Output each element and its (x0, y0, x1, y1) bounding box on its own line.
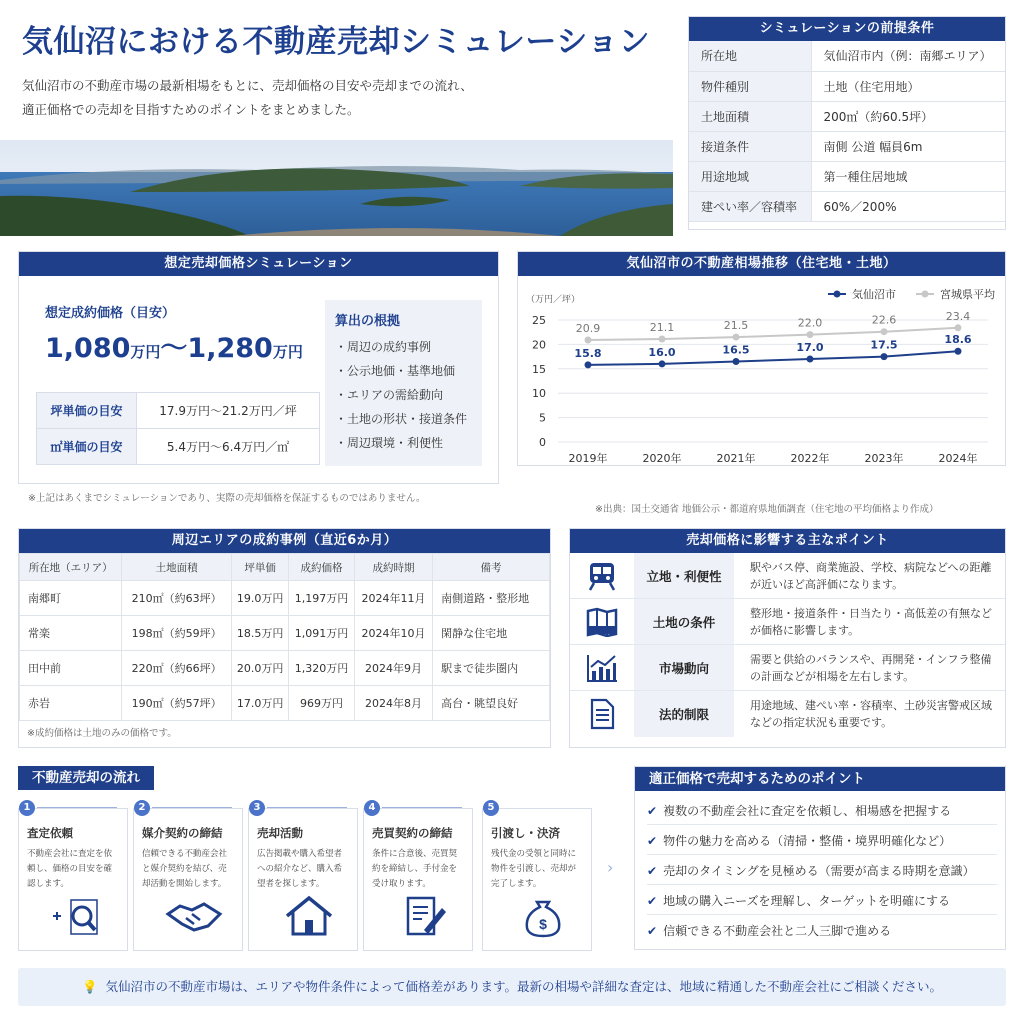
data-point (807, 356, 814, 363)
unit-value: 17.9万円〜21.2万円／坪 (137, 393, 320, 429)
handshake-icon (164, 894, 224, 942)
check-icon: ✔ (647, 894, 658, 908)
chart-title: 気仙沼市の不動産相場推移（住宅地・土地） (518, 252, 1005, 276)
chevron-right-icon: › (607, 858, 614, 877)
map-icon (570, 599, 634, 644)
tip-item (647, 917, 997, 945)
chart-icon (570, 645, 634, 690)
basis-item: ・土地の形状・接道条件 (335, 412, 468, 426)
chart-source: ※出典：国土交通省 地価公示・都道府県地価調査（住宅地の平均価格より作成） (595, 504, 939, 515)
y-tick-label: 20 (532, 338, 546, 352)
cases-header: 周辺エリアの成約事例（直近6か月） (19, 529, 550, 553)
condition-value: 200㎡（約60.5坪） (811, 101, 1005, 131)
price-unit-1: 万円 (130, 343, 161, 361)
condition-value: 第一種住居地域 (811, 161, 1005, 191)
house-icon (279, 894, 339, 942)
tip-item (647, 827, 997, 855)
factor-name: 土地の条件 (634, 599, 734, 644)
condition-key: 所在地 (689, 41, 811, 71)
data-point (955, 324, 962, 331)
data-label: 21.5 (723, 319, 749, 333)
estimated-price-label: 想定成約価格（目安） (45, 306, 176, 321)
table-row (689, 161, 1005, 191)
step-title: 査定依頼 (27, 826, 73, 840)
condition-key: 建ぺい率／容積率 (689, 191, 811, 221)
condition-key: 物件種別 (689, 71, 811, 101)
flow-step (482, 802, 592, 951)
table-cell: 220㎡（約66坪） (122, 651, 232, 686)
check-icon: ✔ (647, 834, 658, 848)
table-cell: 高台・眺望良好 (433, 686, 550, 721)
conditions-header: シミュレーションの前提条件 (689, 17, 1005, 41)
price-simulation-panel (18, 251, 499, 484)
x-tick-label: 2019年 (568, 452, 608, 465)
series-line (588, 328, 958, 340)
step-title: 媒介契約の締結 (142, 826, 223, 840)
legend-label: 宮城県平均 (940, 288, 995, 301)
y-tick-label: 0 (539, 436, 546, 449)
data-label: 18.6 (944, 333, 972, 347)
table-cell: 969万円 (289, 686, 355, 721)
unit-price-table (36, 392, 320, 465)
intro-line-2: 適正価格での売却を目指すためのポイントをまとめました。 (22, 102, 360, 117)
legend-label: 気仙沼市 (852, 288, 896, 301)
condition-key: 接道条件 (689, 131, 811, 161)
data-point (659, 336, 666, 343)
factor-description: 用途地域、建ぺい率・容積率、土砂災害警戒区域などの指定状況も重要です。 (750, 699, 992, 729)
x-tick-label: 2023年 (864, 452, 904, 465)
transaction-cases-panel (18, 528, 551, 748)
market-trend-chart (518, 276, 1005, 465)
step-connector (382, 807, 462, 808)
data-label: 15.8 (574, 346, 602, 360)
y-tick-label: 10 (532, 387, 546, 401)
factor-row (570, 553, 1005, 599)
data-point (955, 348, 962, 355)
y-tick-label: 25 (532, 314, 546, 327)
factors-header: 売却価格に影響する主なポイント (570, 529, 1005, 553)
factor-description: 整形地・接道条件・日当たり・高低差の有無などが価格に影響します。 (750, 607, 992, 637)
price-factors-panel (569, 528, 1006, 748)
factor-row (570, 691, 1005, 737)
check-icon: ✔ (647, 924, 658, 938)
step-number: 4 (364, 800, 380, 816)
table-cell: 南側道路・整形地 (433, 581, 550, 616)
magnifier-icon (49, 894, 109, 942)
column-header: 成約価格 (289, 554, 355, 581)
x-tick-label: 2021年 (716, 452, 756, 465)
factor-name: 法的制限 (634, 691, 734, 737)
table-row (37, 393, 320, 429)
step-connector (267, 807, 347, 808)
table-cell: 19.0万円 (231, 581, 288, 616)
y-tick-label: 5 (539, 411, 546, 425)
data-point (585, 337, 592, 344)
table-cell: 2024年8月 (354, 686, 432, 721)
data-label: 16.5 (722, 343, 750, 357)
tip-text: 物件の魅力を高める（清掃・整備・境界明確化など） (663, 834, 952, 848)
condition-value: 気仙沼市内（例：南郷エリア） (811, 41, 1005, 71)
condition-key: 用途地域 (689, 161, 811, 191)
tip-text: 地域の購入ニーズを理解し、ターゲットを明確にする (663, 894, 950, 908)
table-cell: 田中前 (20, 651, 122, 686)
data-label: 22.6 (871, 313, 897, 327)
condition-value: 土地（住宅用地） (811, 71, 1005, 101)
data-label: 17.0 (796, 341, 824, 355)
x-tick-label: 2024年 (938, 452, 978, 465)
step-description: 残代金の受領と同時に物件を引渡し、売却が完了します。 (491, 849, 577, 889)
data-label: 21.1 (649, 321, 675, 335)
flow-step (248, 802, 358, 951)
table-cell: 駅まで徒歩圏内 (433, 651, 550, 686)
document-icon (570, 691, 634, 737)
step-description: 条件に合意後、売買契約を締結し、手付金を受け取ります。 (372, 849, 458, 889)
lightbulb-icon: 💡 (81, 979, 98, 994)
sale-flow-header: 不動産売却の流れ (18, 766, 154, 790)
unit-key: 坪単価の目安 (37, 393, 137, 429)
table-row (689, 41, 1005, 71)
table-cell: 190㎡（約57坪） (122, 686, 232, 721)
step-title: 引渡し・決済 (491, 826, 560, 840)
column-header: 所在地（エリア） (20, 554, 122, 581)
page-title: 気仙沼における不動産売却シミュレーション (22, 24, 651, 60)
calculation-basis (325, 300, 482, 466)
table-cell: 2024年11月 (354, 581, 432, 616)
table-cell: 南郷町 (20, 581, 122, 616)
data-point (881, 328, 888, 335)
basis-item: ・周辺の成約事例 (335, 340, 432, 354)
conditions-panel (688, 16, 1006, 230)
basis-item: ・公示地価・基準地価 (335, 364, 456, 378)
table-cell: 2024年10月 (354, 616, 432, 651)
x-tick-label: 2022年 (790, 452, 830, 465)
contract-icon (394, 894, 454, 942)
flow-step (363, 802, 473, 951)
step-description: 信頼できる不動産会社と媒介契約を結び、売却活動を開始します。 (142, 849, 228, 889)
simulation-disclaimer: ※上記はあくまでシミュレーションであり、実際の売却価格を保証するものではありません。 (28, 493, 426, 504)
data-label: 20.9 (575, 322, 601, 336)
table-row (20, 581, 550, 616)
estimated-price (45, 326, 303, 365)
intro-line-1: 気仙沼市の不動産市場の最新相場をもとに、売却価格の目安や売却までの流れ、 (22, 78, 473, 93)
column-header: 土地面積 (122, 554, 232, 581)
price-separator: 〜 (160, 333, 188, 364)
basis-item: ・エリアの需給動向 (335, 388, 444, 402)
flow-step (18, 802, 128, 951)
factor-description: 需要と供給のバランスや、再開発・インフラ整備の計画などが相場を左右します。 (750, 653, 992, 683)
legend-marker (834, 291, 841, 298)
table-cell: 20.0万円 (231, 651, 288, 686)
price-unit-2: 万円 (272, 343, 303, 361)
table-cell: 198㎡（約59坪） (122, 616, 232, 651)
data-label: 16.0 (648, 345, 676, 359)
factor-row (570, 599, 1005, 645)
table-row (20, 651, 550, 686)
simulation-header: 想定売却価格シミュレーション (19, 252, 498, 276)
condition-value: 南側 公道 幅員6m (811, 131, 1005, 161)
data-label: 23.4 (945, 309, 971, 323)
market-trend-chart-panel (517, 251, 1006, 466)
table-row (689, 191, 1005, 221)
step-description: 広告掲載や購入希望者への紹介など、購入希望者を探します。 (257, 849, 343, 889)
data-point (733, 358, 740, 365)
table-cell: 1,091万円 (289, 616, 355, 651)
table-cell: 1,197万円 (289, 581, 355, 616)
cases-note: ※成約価格は土地のみの価格です。 (27, 728, 177, 739)
table-cell: 赤岩 (20, 686, 122, 721)
unit-key: ㎡単価の目安 (37, 429, 137, 465)
table-row (689, 101, 1005, 131)
series-line (588, 351, 958, 365)
bottom-message (18, 968, 1006, 1006)
price-high: 1,280 (187, 333, 273, 364)
flow-step (133, 802, 243, 951)
step-number: 3 (249, 800, 265, 816)
tip-text: 売却のタイミングを見極める（需要が高まる時期を意識） (663, 864, 975, 878)
table-row (20, 616, 550, 651)
table-cell: 常楽 (20, 616, 122, 651)
table-cell: 2024年9月 (354, 651, 432, 686)
step-connector (37, 807, 117, 808)
basis-item: ・周辺環境・利便性 (335, 436, 444, 450)
data-point (881, 353, 888, 360)
table-row (689, 71, 1005, 101)
tip-text: 複数の不動産会社に査定を依頼し、相場感を把握する (663, 804, 952, 818)
bottom-message-text: 気仙沼市の不動産市場は、エリアや物件条件によって価格差があります。最新の相場や詳細な査定は、地域に精通した不動産会社にご相談ください。 (105, 979, 943, 994)
table-cell: 17.0万円 (231, 686, 288, 721)
unit-value: 5.4万円〜6.4万円／㎡ (137, 429, 320, 465)
table-row (689, 131, 1005, 161)
step-connector (152, 807, 232, 808)
basis-title: 算出の根拠 (335, 314, 401, 329)
step-number: 2 (134, 800, 150, 816)
tip-item (647, 857, 997, 885)
data-label: 22.0 (797, 316, 823, 330)
factor-name: 市場動向 (634, 645, 734, 690)
intro-text (22, 74, 642, 122)
tip-item (647, 887, 997, 915)
bay-landscape-photo (0, 140, 673, 236)
column-header: 成約時期 (354, 554, 432, 581)
tip-item (647, 797, 997, 825)
x-tick-label: 2020年 (642, 452, 682, 465)
data-point (733, 334, 740, 341)
svg-text:$: $ (539, 916, 547, 932)
cases-table (19, 553, 550, 721)
column-header: 備考 (433, 554, 550, 581)
table-cell: 210㎡（約63坪） (122, 581, 232, 616)
step-title: 売却活動 (257, 826, 303, 840)
table-cell: 閑静な住宅地 (433, 616, 550, 651)
condition-key: 土地面積 (689, 101, 811, 131)
data-point (659, 360, 666, 367)
train-icon (570, 553, 634, 598)
table-header-row (20, 554, 550, 581)
table-cell: 1,320万円 (289, 651, 355, 686)
y-tick-label: 15 (532, 362, 546, 376)
data-point (807, 331, 814, 338)
conditions-table (689, 41, 1005, 222)
step-number: 5 (483, 800, 499, 816)
check-icon: ✔ (647, 804, 658, 818)
factor-description: 駅やバス停、商業施設、学校、病院などへの距離が近いほど高評価になります。 (750, 561, 992, 591)
data-point (585, 361, 592, 368)
table-row (20, 686, 550, 721)
step-number: 1 (19, 800, 35, 816)
check-icon: ✔ (647, 864, 658, 878)
step-description: 不動産会社に査定を依頼し、価格の目安を確認します。 (27, 849, 113, 889)
condition-value: 60%／200% (811, 191, 1005, 221)
y-axis-label: （万円／坪） (526, 295, 581, 305)
step-title: 売買契約の締結 (372, 826, 453, 840)
price-low: 1,080 (45, 333, 131, 364)
legend-marker (922, 291, 929, 298)
factor-name: 立地・利便性 (634, 553, 734, 598)
factor-row (570, 645, 1005, 691)
pricing-tips-panel (634, 766, 1006, 950)
column-header: 坪単価 (231, 554, 288, 581)
tips-header: 適正価格で売却するためのポイント (635, 767, 1005, 791)
table-cell: 18.5万円 (231, 616, 288, 651)
data-label: 17.5 (870, 338, 898, 352)
tip-text: 信頼できる不動産会社と二人三脚で進める (663, 924, 892, 938)
moneybag-icon (513, 894, 573, 942)
table-row (37, 429, 320, 465)
